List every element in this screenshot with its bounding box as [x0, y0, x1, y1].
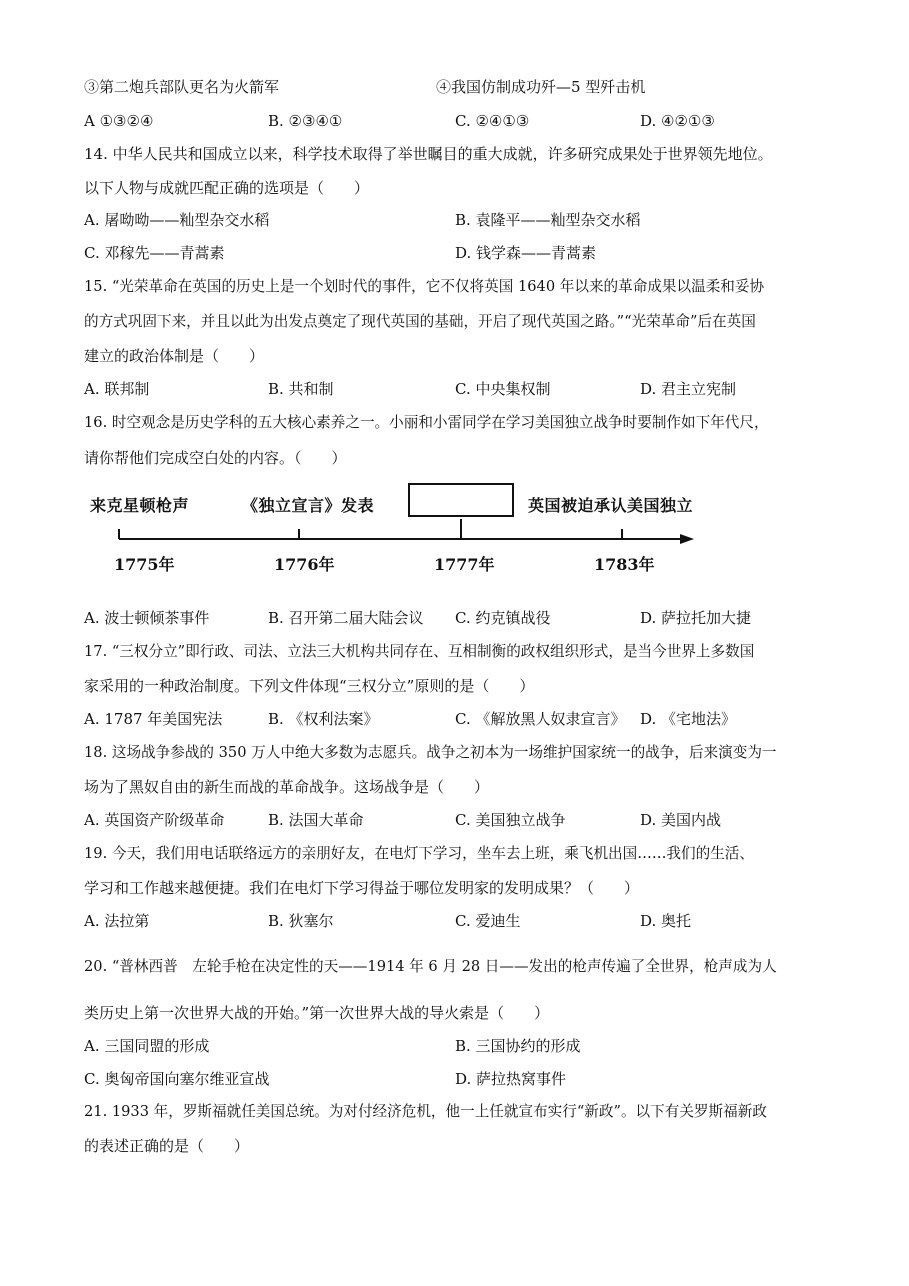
q13-option-c: C. ②④①③ — [455, 112, 530, 130]
timeline-year-1783: 1783年 — [594, 555, 655, 574]
q15-stem-line3: 建立的政治体制是（ ） — [84, 347, 265, 365]
q14-option-b: B. 袁隆平——籼型杂交水稻 — [455, 211, 641, 229]
q20-stem-line1: 20. “普林西普 左轮手枪在决定性的天——1914 年 6 月 28 日——发出的枪声传遍了全世界，枪声成为人 — [84, 958, 777, 975]
q20-option-c: C. 奥匈帝国向塞尔维亚宣战 — [84, 1070, 270, 1088]
q16-option-c: C. 约克镇战役 — [455, 609, 551, 627]
q19-stem-line2: 学习和工作越来越便捷。我们在电灯下学习得益于哪位发明家的发明成果？（ ） — [84, 879, 640, 897]
q21-stem-line1: 21. 1933 年，罗斯福就任美国总统。为对付经济危机，他一上任就宣布实行“新政”。以下有关罗斯福新政 — [84, 1103, 767, 1120]
q15-stem-line2: 的方式巩固下来，并且以此为出发点奠定了现代英国的基础，开启了现代英国之路。”“光荣革命”后在英国 — [84, 313, 756, 330]
q15-stem-line1: 15. “光荣革命在英国的历史上是一个划时代的事件，它不仅将英国 1640 年以来的革命成果以温柔和妥协 — [84, 278, 765, 295]
q17-stem-line1: 17. “三权分立”即行政、司法、立法三大机构共同存在、互相制衡的政权组织形式，是当今世界上多数国 — [84, 643, 755, 660]
q21-stem-line2: 的表述正确的是（ ） — [84, 1137, 250, 1155]
q19-option-c: C. 爱迪生 — [455, 912, 521, 930]
q18-option-a: A. 英国资产阶级革命 — [84, 811, 225, 829]
timeline-year-1775: 1775年 — [114, 555, 175, 574]
q18-option-b: B. 法国大革命 — [268, 811, 364, 829]
q16-option-d: D. 萨拉托加大捷 — [640, 609, 752, 627]
q19-option-d: D. 奥托 — [640, 912, 692, 930]
q14-option-d: D. 钱学森——青蒿素 — [455, 244, 597, 262]
q14-stem-line1: 14. 中华人民共和国成立以来，科学技术取得了举世瞩目的重大成就，许多研究成果处于世界领先地位。 — [84, 145, 773, 163]
q13-option-d: D. ④②①③ — [640, 112, 715, 130]
q19-stem-line1: 19. 今天，我们用电话联络远方的亲朋好友，在电灯下学习，坐车去上班，乘飞机出国……我们的生活、 — [84, 845, 754, 862]
q16-stem-line1: 16. 时空观念是历史学科的五大核心素养之一。小丽和小雷同学在学习美国独立战争时要制作如下年代尺， — [84, 414, 769, 431]
q18-stem-line1: 18. 这场战争参战的 350 万人中绝大多数为志愿兵。战争之初本为一场维护国家统一的战争，后来演变为一 — [84, 744, 777, 761]
q17-option-b: B. 《权利法案》 — [268, 710, 379, 728]
q17-stem-line2: 家采用的一种政治制度。下列文件体现“三权分立”原则的是（ ） — [84, 677, 535, 695]
q16-option-a: A. 波士顿倾茶事件 — [84, 609, 210, 627]
q18-stem-line2: 场为了黑奴自由的新生而战的革命战争。这场战争是（ ） — [84, 778, 490, 796]
q15-option-b: B. 共和制 — [268, 380, 334, 398]
timeline-year-1777: 1777年 — [434, 555, 495, 574]
q13-option-b: B. ②③④① — [268, 112, 343, 130]
q15-option-d: D. 君主立宪制 — [640, 380, 737, 398]
q20-option-a: A. 三国同盟的形成 — [84, 1037, 210, 1055]
q20-option-d: D. 萨拉热窝事件 — [455, 1070, 567, 1088]
q16-stem-line2: 请你帮他们完成空白处的内容。（ ） — [84, 449, 347, 467]
q14-option-c: C. 邓稼先——青蒿素 — [84, 244, 225, 262]
timeline-label-lexington: 来克星顿枪声 — [90, 496, 190, 515]
q13-item-4: ④我国仿制成功歼—5 型歼击机 — [436, 78, 646, 96]
q20-stem-line2: 类历史上第一次世界大战的开始。”第一次世界大战的导火索是（ ） — [84, 1004, 550, 1022]
q14-option-a: A. 屠呦呦——籼型杂交水稻 — [84, 211, 270, 229]
q17-option-c: C. 《解放黑人奴隶宣言》 — [455, 710, 626, 728]
q18-option-c: C. 美国独立战争 — [455, 811, 566, 829]
q13-option-a: A ①③②④ — [84, 112, 154, 130]
q19-option-a: A. 法拉第 — [84, 912, 150, 930]
q18-option-d: D. 美国内战 — [640, 811, 722, 829]
q20-option-b: B. 三国协约的形成 — [455, 1037, 581, 1055]
q19-option-b: B. 狄塞尔 — [268, 912, 334, 930]
q13-item-3: ③第二炮兵部队更名为火箭军 — [84, 78, 280, 96]
q14-stem-line2: 以下人物与成就匹配正确的选项是（ ） — [84, 179, 370, 197]
q15-option-a: A. 联邦制 — [84, 380, 150, 398]
timeline-year-1776: 1776年 — [274, 555, 335, 574]
q16-option-b: B. 召开第二届大陆会议 — [268, 609, 424, 627]
timeline-label-declaration: 《独立宣言》发表 — [242, 496, 375, 515]
timeline-label-independence: 英国被迫承认美国独立 — [528, 496, 694, 515]
q17-option-a: A. 1787 年美国宪法 — [84, 710, 223, 728]
q17-option-d: D. 《宅地法》 — [640, 710, 737, 728]
q15-option-c: C. 中央集权制 — [455, 380, 551, 398]
